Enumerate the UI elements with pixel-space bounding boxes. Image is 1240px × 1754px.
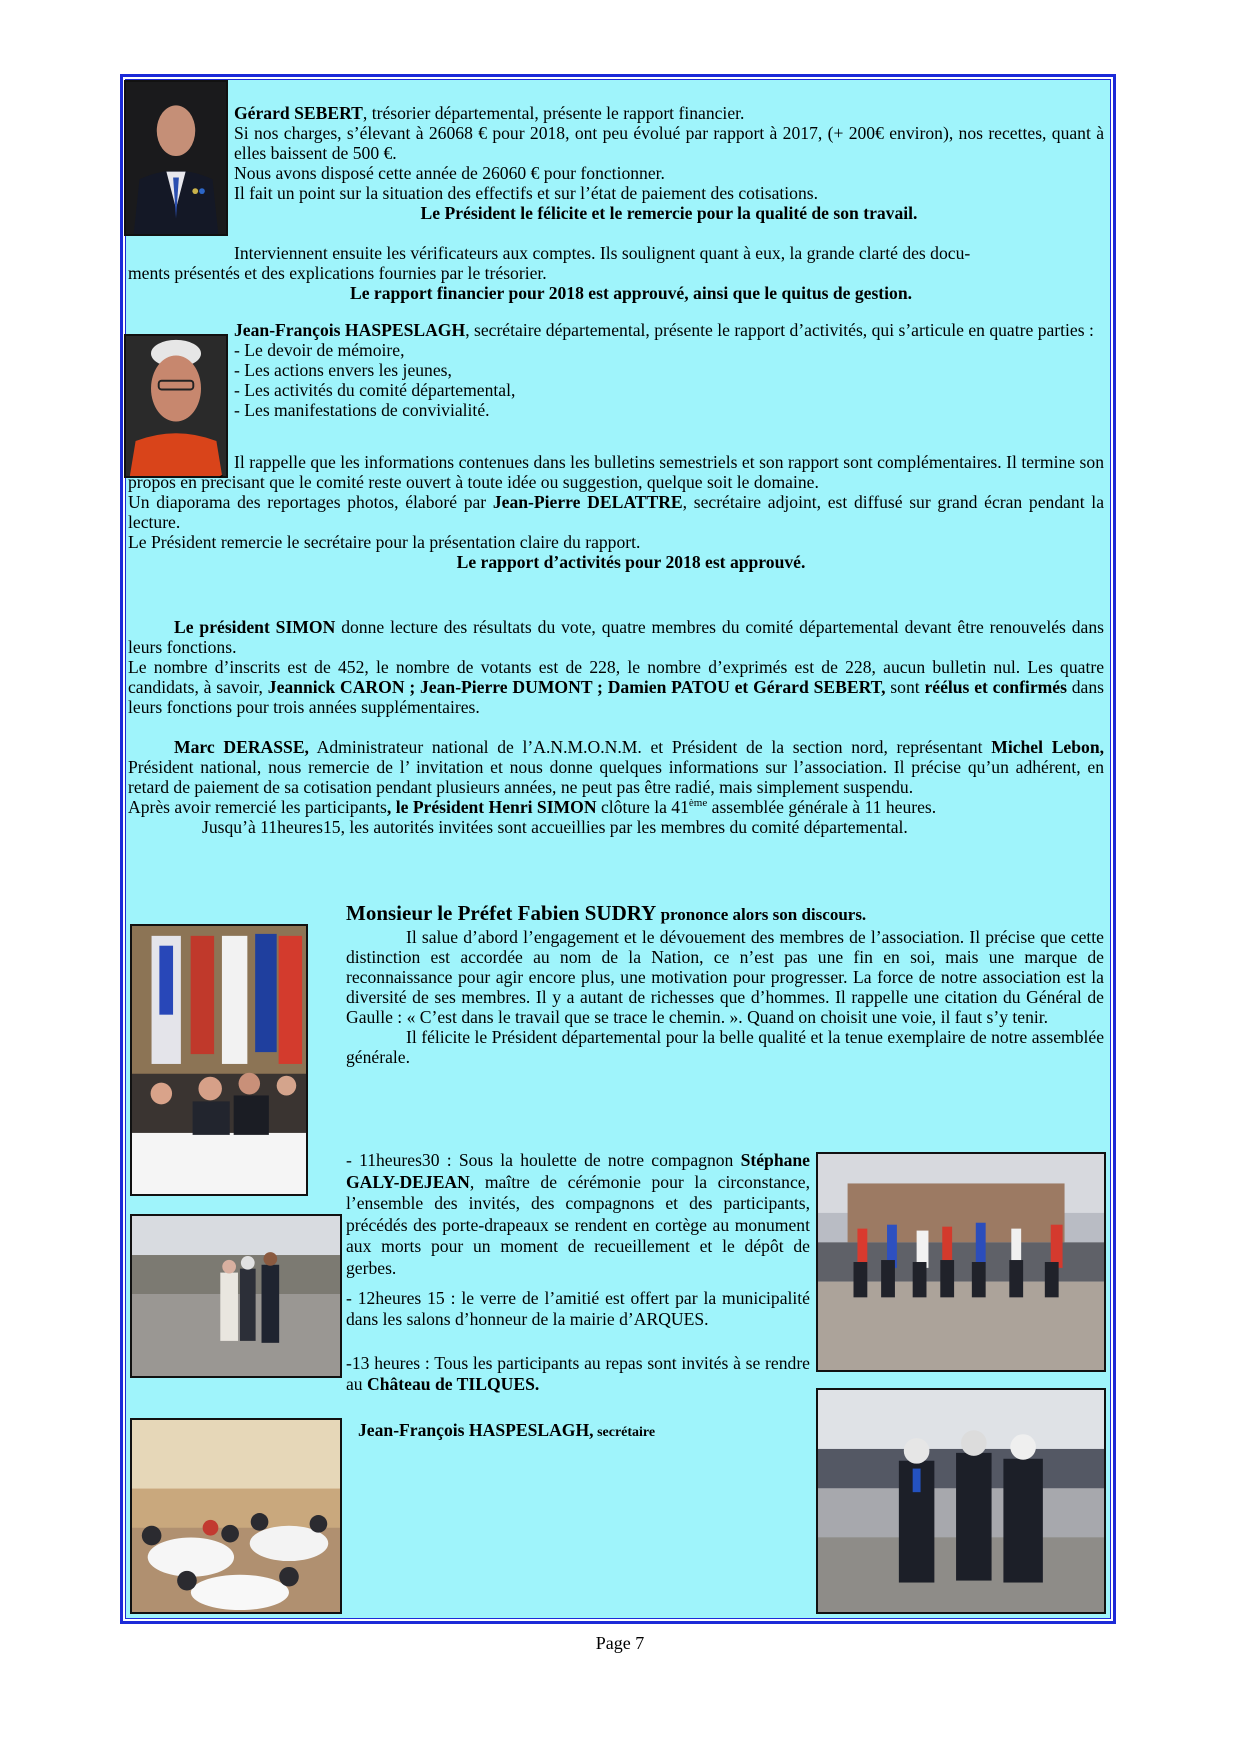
haspeslagh-name: Jean-François HASPESLAGH — [234, 320, 466, 340]
dinner-photo — [130, 1418, 342, 1614]
monument-flags-photo — [816, 1152, 1106, 1372]
signature: Jean-François HASPESLAGH, secrétaire — [358, 1419, 656, 1440]
report-part-4: - Les manifestations de convivialité. — [234, 400, 490, 420]
schedule-1130: - 11heures30 : Sous la houlette de notre compagnon Stéphane GALY-DEJEAN, maître de cérémonie pour la circonstance, l’ensemble des invités, des compagnons et des participants, précédés des porte-drapeaux se rendent en cortège au monument aux morts pour un moment de recueillement et le dépôt de gerbes. — [346, 1150, 810, 1278]
sebert-name: Gérard SEBERT — [234, 103, 363, 123]
haspeslagh-section-2: Il rappelle que les informations contenues dans les bulletins semestriels et son rapport sont complémentaires. Il termine son propos en précisant que le comité reste ouvert à toute idée ou suggestion, quelque soit le domaine. Un diaporama des reportages photos, élaboré par Jean-Pierre DELATTRE, secrétaire adjoint, est diffusé sur grand écran pendant la lecture. Le Président remercie le secrétaire pour la présentation claire du rapport. Le rapport d’activités pour 2018 est approuvé. — [128, 452, 1105, 572]
derasse-section: Marc DERASSE, Administrateur national de l’A.N.M.O.N.M. et Président de la section nord, représentant Michel Lebon, Président national, nous remercie de l’ invitation et nous donne quelques informations sur l’association. Il précise qu’un adhérent, en retard de paiement de sa cotisation pendant plusieurs années, ne peut pas être radié, mais simplement suspendu. Après avoir remercié les participants, le Président Henri SIMON clôture la 41ème assemblée générale à 11 heures. Jusqu’à 11heures15, les autorités invitées sont accueillies par les membres du comité départemental. — [128, 737, 1105, 837]
report-part-3: - Les activités du comité départemental, — [234, 380, 516, 400]
officials-photo — [816, 1388, 1106, 1614]
haspeslagh-section: Jean-François HASPESLAGH, secrétaire départemental, présente le rapport d’activités, qui s’articule en quatre parties : - Le devoir de mémoire, - Les actions envers les jeunes, - Les activités du comité départemental, - Les manifestations de convivialité. — [234, 320, 1104, 420]
galy-dejean-name: Stéphane GALY-DEJEAN — [346, 1150, 810, 1192]
sudry-speech-p1: Il salue d’abord l’engagement et le dévouement des membres de l’association. Il précise que cette distinction est accordée au nom de la Nation, ce n’est pas une fin en soi, mais une marque de reconnaissance pour agir encore plus, une motivation pour progresser. La force de notre association est la diversité de ses membres. Il y a autant de richesses que d’hommes. Il rappelle une citation du Général de Gaulle : « C’est dans le travail que se trace le chemin. ». Quand on choisit une voie, il faut s’y tenir. — [346, 927, 1104, 1027]
report-part-1: - Le devoir de mémoire, — [234, 340, 405, 360]
derasse-name: Marc DERASSE, — [174, 737, 309, 757]
ceremony-hall-photo — [130, 924, 308, 1196]
vote-section: Le président SIMON donne lecture des résultats du vote, quatre membres du comité départemental devant être renouvelés dans leurs fonctions. Le nombre d’inscrits est de 452, le nombre de votants est de 228, le nombre d’exprimés est de 228, aucun bulletin nul. Les quatre candidats, à savoir, Jeannick CARON ; Jean-Pierre DUMONT ; Damien PATOU et Gérard SEBERT, sont réélus et confirmés dans leurs fonctions pour trois années supplémentaires. — [128, 617, 1105, 717]
closing-text: Après avoir remercié les participants, le Président Henri SIMON clôture la 41ème assemblée générale à 11 heures. — [128, 797, 937, 817]
sebert-section-2: Interviennent ensuite les vérificateurs aux comptes. Ils soulignent quant à eux, la grande clarté des docu- ments présentés et des explications fournies par le trésorier. Le rapport financier pour 2018 est approuvé, ainsi que le quitus de gestion. — [128, 243, 1104, 303]
report-part-2: - Les actions envers les jeunes, — [234, 360, 452, 380]
diaporama-text: Un diaporama des reportages photos, élaboré par Jean-Pierre DELATTRE, secrétaire adjoint, est diffusé sur grand écran pendant la lecture. — [128, 492, 1105, 532]
page-number: Page 7 — [595, 1633, 645, 1653]
activity-report-approved: Le rapport d’activités pour 2018 est approuvé. — [456, 552, 806, 572]
sebert-section: Gérard SEBERT, trésorier départemental, présente le rapport financier. Si nos charges, s’élevant à 26068 € pour 2018, ont peu évolué par rapport à 2017, (+ 200€ environ), nos recettes, quant à elles baissent de 500 €. Nous avons disposé cette année de 26060 € pour fonctionner. Il fait un point sur la situation des effectifs et sur l’état de paiement des cotisations. Le Président le félicite et le remercie pour la qualité de son travail. — [234, 103, 1104, 223]
bulletins-text: Il rappelle que les informations contenues dans les bulletins semestriels et son rapport sont complémentaires. Il termine son propos en précisant que le comité reste ouvert à toute idée ou suggestion, quelque soit le domaine. — [128, 452, 1104, 492]
financial-report-approved: Le rapport financier pour 2018 est approuvé, ainsi que le quitus de gestion. — [349, 283, 913, 303]
sudry-speech-p2: Il félicite le Président départemental pour la belle qualité et la tenue exemplaire de notre assemblée générale. — [346, 1027, 1104, 1067]
schedule-1215: - 12heures 15 : le verre de l’amitié est offert par la municipalité dans les salons d’honneur de la mairie d’ARQUES. — [346, 1287, 810, 1330]
sudry-section: Monsieur le Préfet Fabien SUDRY prononce alors son discours. Il salue d’abord l’engagement et le dévouement des membres de l’association. Il précise que cette distinction est accordée au nom de la Nation, ce n’est pas une fin en soi, mais une marque de reconnaissance pour agir encore plus, une motivation pour progresser. La force de notre association est la diversité de ses membres. Il y a autant de richesses que d’hommes. Il rappelle une citation du Général de Gaulle : « C’est dans le travail que se trace le chemin. ». Quand on choisit une voie, il faut s’y tenir. Il félicite le Président départemental pour la belle qualité et la tenue exemplaire de notre assemblée générale. — [346, 901, 1104, 1067]
chateau-tilques: Château de TILQUES. — [367, 1374, 540, 1395]
wreath-laying-photo — [130, 1214, 342, 1378]
sebert-charges: Si nos charges, s’élevant à 26068 € pour 2018, ont peu évolué par rapport à 2017, (+ 200€ environ), nos recettes, quant à elles baissent de 500 €. — [234, 123, 1104, 163]
sebert-portrait-photo — [124, 80, 228, 236]
schedule-section — [346, 1150, 810, 1443]
schedule-13: -13 heures : Tous les participants au repas sont invités à se rendre au Château de TILQUES. — [346, 1352, 810, 1395]
sudry-title: Monsieur le Préfet Fabien SUDRY — [346, 901, 657, 925]
reception-text: Jusqu’à 11heures15, les autorités invitées sont accueillies par les membres du comité départemental. — [202, 817, 908, 837]
president-simon: Le président SIMON — [174, 617, 336, 637]
president-thanks: Le Président le félicite et le remercie pour la qualité de son travail. — [420, 203, 918, 223]
vote-results: Le nombre d’inscrits est de 452, le nombre de votants est de 228, le nombre d’exprimés est de 228, aucun bulletin nul. Les quatre candidats, à savoir, Jeannick CARON ; Jean-Pierre DUMONT ; Damien PATOU et Gérard SEBERT, sont réélus et confirmés dans leurs fonctions pour trois années supplémentaires. — [128, 657, 1105, 717]
